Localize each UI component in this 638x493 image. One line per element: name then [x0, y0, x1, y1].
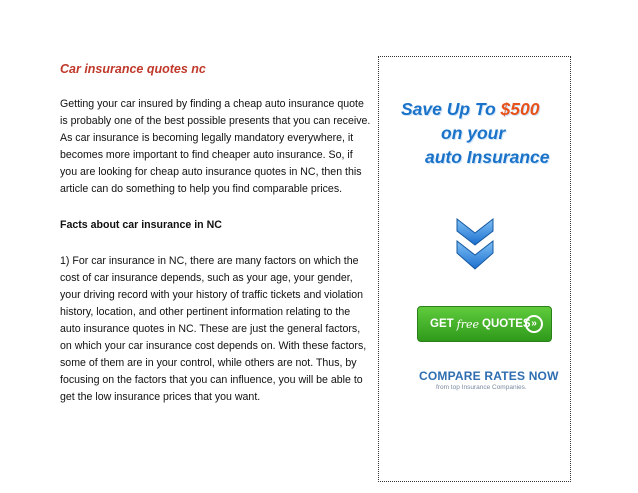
compare-rates-subtext: from top Insurance Companies. [436, 384, 527, 391]
button-quotes-label: QUOTES [482, 318, 531, 330]
insurance-ad[interactable] [378, 56, 571, 482]
save-prefix: Save Up To [401, 99, 501, 119]
save-amount: $500 [500, 99, 540, 119]
compare-rates-link[interactable] [419, 369, 559, 391]
fact-paragraph-1: 1) For car insurance in NC, there are many factors on which the cost of car insurance depends, such as your age, your gender, your driving record with your history of traffic tickets and violation history, location, and other pertinent information relating to the auto insurance quotes in NC. These are just the general factors, on which your car insurance cost depends on. With these factors, some of them are in your control, while others are not. Thus, by focusing on the factors that you can influence, you will be able to get the low insurance prices that you want. [60, 255, 367, 403]
get-free-quotes-button[interactable] [417, 306, 552, 342]
chevron-right-icon: » [525, 315, 543, 333]
button-free-label: free [456, 317, 479, 331]
compare-rates-label: COMPARE RATES NOW [419, 369, 559, 383]
down-arrow-icon [453, 217, 497, 271]
article-title: Car insurance quotes nc [60, 62, 206, 76]
intro-paragraph: Getting your car insured by finding a cheap auto insurance quote is probably one of the best possible presents that you can receive. As car insurance is becoming legally mandatory everywhere, it becomes more important to find cheaper auto insurance. So, if you are looking for cheap auto insurance quotes in NC, then this article can do something to help you find comparable prices. [60, 98, 371, 195]
button-get-label: GET [430, 318, 454, 330]
facts-heading: Facts about car insurance in NC [60, 219, 222, 231]
ad-headline-line-2: on your [441, 123, 506, 143]
ad-headline-line-1 [401, 99, 539, 120]
ad-headline-line-3: auto Insurance [425, 147, 550, 167]
